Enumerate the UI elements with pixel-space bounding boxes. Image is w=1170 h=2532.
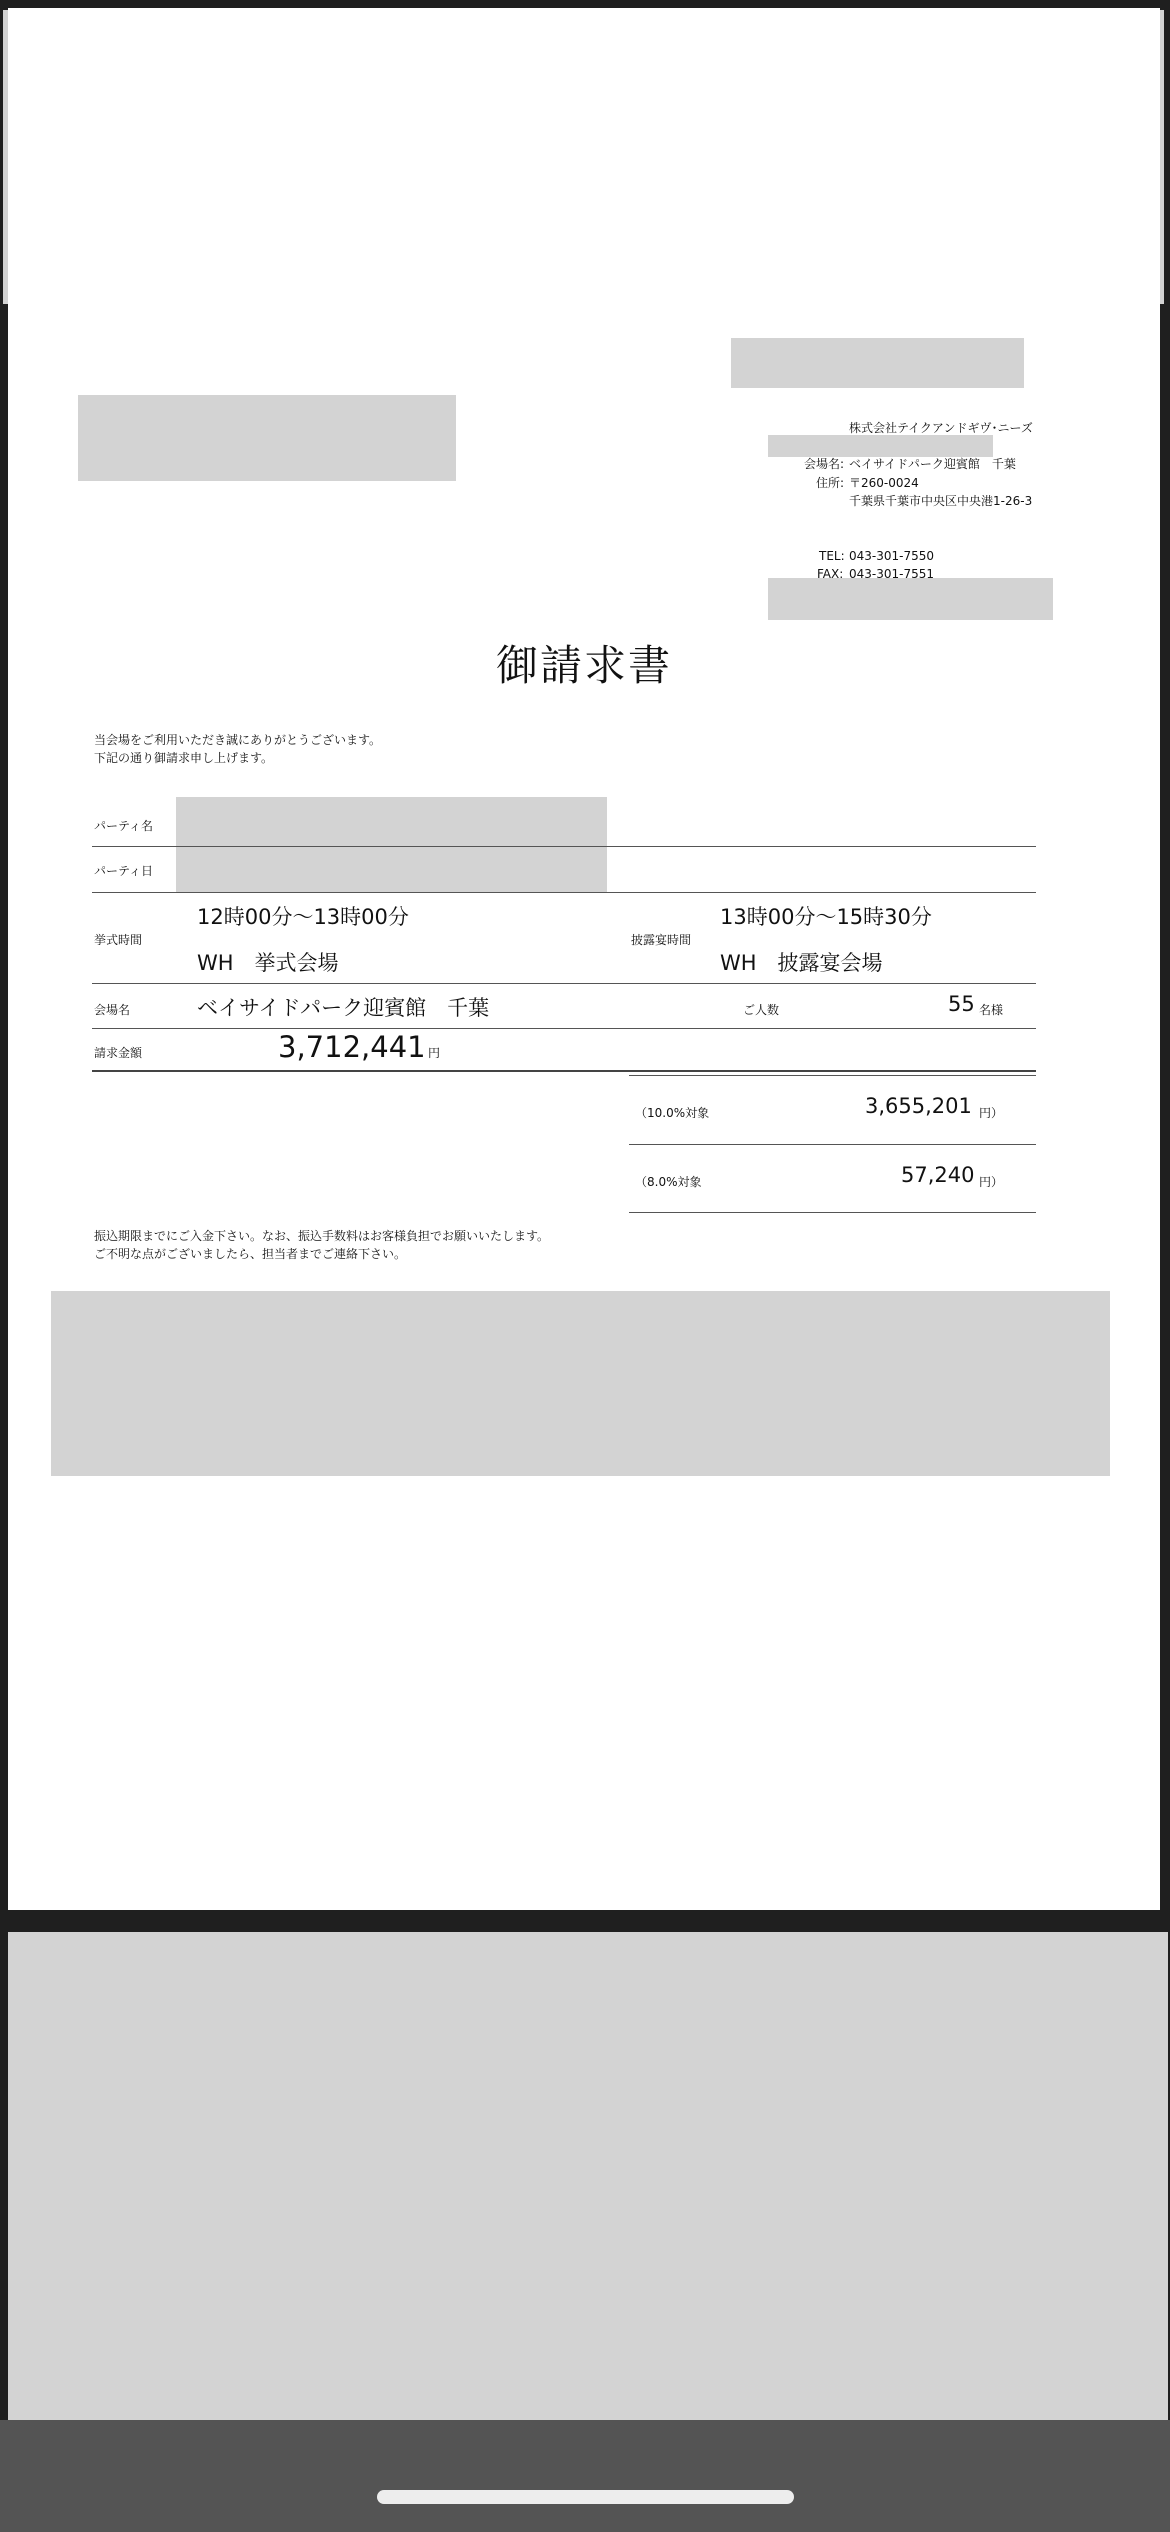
tax-10-label: （10.0%対象	[635, 1106, 710, 1120]
address: 千葉県千葉市中央区中央港1-26-3	[849, 494, 1033, 508]
tax-10-value: 3,655,201	[865, 1094, 972, 1118]
divider	[92, 1070, 1036, 1072]
company-name: 株式会社テイクアンドギヴ･ニーズ	[849, 421, 1033, 435]
tax-10-unit: 円）	[979, 1106, 1004, 1120]
tax-8-value: 57,240	[901, 1163, 975, 1187]
footer-line-2: ご不明な点がございましたら、担当者までご連絡下さい。	[94, 1247, 407, 1261]
guests-unit: 名様	[979, 1003, 1004, 1017]
redacted-staff-area	[768, 578, 1053, 620]
guests-label: ご人数	[743, 1003, 780, 1017]
divider	[92, 846, 1036, 847]
redacted-logo-area	[731, 338, 1024, 388]
reception-time: 13時00分～15時30分	[720, 905, 932, 929]
home-indicator[interactable]	[377, 2490, 794, 2504]
footer-line-1: 振込期限までにご入金下さい。なお、振込手数料はお客様負担でお願いいたします。	[94, 1229, 550, 1243]
reception-hall: WH 披露宴会場	[720, 951, 883, 975]
venue-name-label: 会場名	[94, 1003, 131, 1017]
reception-time-label: 披露宴時間	[631, 933, 692, 947]
bottom-bar	[0, 2420, 1170, 2532]
amount-unit: 円	[428, 1046, 441, 1060]
tax-8-unit: 円）	[979, 1175, 1004, 1189]
ceremony-hall: WH 挙式会場	[197, 951, 339, 975]
party-date-label: パーティ日	[94, 864, 154, 878]
guest-count: 55	[948, 992, 975, 1016]
party-name-label: パーティ名	[94, 819, 154, 833]
document-title: 御請求書	[495, 641, 672, 690]
intro-line-2: 下記の通り御請求申し上げます。	[94, 751, 274, 765]
tel-number: 043-301-7550	[849, 549, 935, 563]
invoice-page	[8, 8, 1160, 1910]
redacted-recipient-name	[78, 395, 456, 481]
divider	[92, 892, 1036, 893]
divider	[92, 1028, 1036, 1029]
ceremony-time: 12時00分～13時00分	[197, 905, 409, 929]
redacted-party-info	[176, 797, 607, 893]
fax-label: FAX:	[817, 567, 844, 581]
amount-label: 請求金額	[94, 1046, 143, 1060]
venue-label: 会場名:	[804, 457, 845, 471]
fax-number: 043-301-7551	[849, 567, 935, 581]
tax-8-label: （8.0%対象	[635, 1175, 702, 1189]
ceremony-time-label: 挙式時間	[94, 933, 143, 947]
divider	[92, 983, 1036, 984]
intro-line-1: 当会場をご利用いただき誠にありがとうございます。	[94, 733, 382, 747]
redacted-second-page	[8, 1932, 1168, 2420]
address-label: 住所:	[816, 476, 845, 490]
redacted-company-line	[768, 435, 993, 457]
company-venue: ベイサイドパーク迎賓館 千葉	[849, 457, 1016, 471]
tel-label: TEL:	[819, 549, 845, 563]
venue-name: ベイサイドパーク迎賓館 千葉	[197, 996, 490, 1020]
divider	[629, 1144, 1036, 1145]
divider	[629, 1212, 1036, 1213]
divider	[629, 1075, 1036, 1076]
redacted-bank-info	[51, 1291, 1110, 1476]
postal-code: 〒260-0024	[849, 476, 919, 490]
invoice-amount: 3,712,441	[278, 1030, 426, 1064]
